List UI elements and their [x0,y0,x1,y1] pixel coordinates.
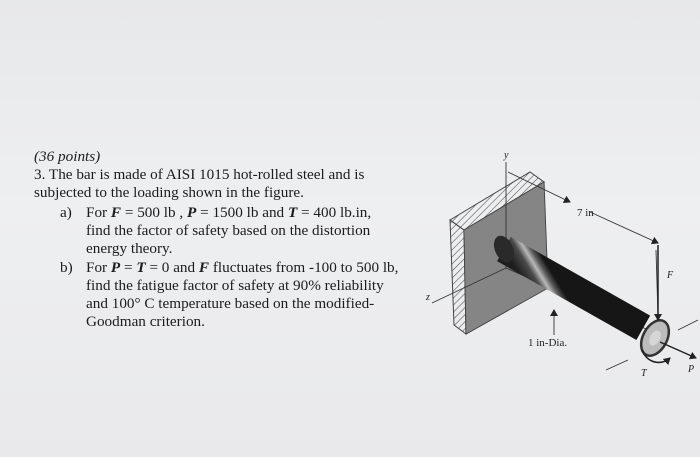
y-axis-label: y [504,150,509,161]
problem-statement-line-1: 3. The bar is made of AISI 1015 hot-rolled steel and is [34,166,365,183]
figure-drawing [420,140,700,457]
force-p-label: P [688,364,695,375]
diameter-label: 1 in-Dia. [528,337,568,349]
force-p-arrow [660,342,696,358]
part-b-line-4: Goodman criterion. [86,313,205,330]
part-b-label: b) [60,259,73,276]
right-axis-extension [678,320,698,330]
part-b-line-2: find the fatigue factor of safety at 90% reliability [86,277,384,294]
force-f-label: F [667,270,674,281]
problem-points: (36 points) [34,148,101,165]
lower-axis-extension [606,360,628,370]
part-a-line-1: For F = 500 lb , P = 1500 lb and T = 400 lb.in, [86,204,372,221]
cantilever-bar-figure [420,140,700,457]
part-b-line-3: and 100° C temperature based on the modified- [86,295,375,312]
problem-statement-line-2: subjected to the loading shown in the figure. [34,184,304,201]
part-a-label: a) [60,204,72,221]
part-a-line-2: find the factor of safety based on the distortion [86,222,371,239]
z-axis-label: z [426,292,430,303]
part-b-line-1: For P = T = 0 and F fluctuates from -100 to 500 lb, [86,259,399,276]
torque-t-label: T [641,368,647,379]
part-a-line-3: energy theory. [86,240,173,257]
length-dimension-label: 7 in [577,207,594,219]
